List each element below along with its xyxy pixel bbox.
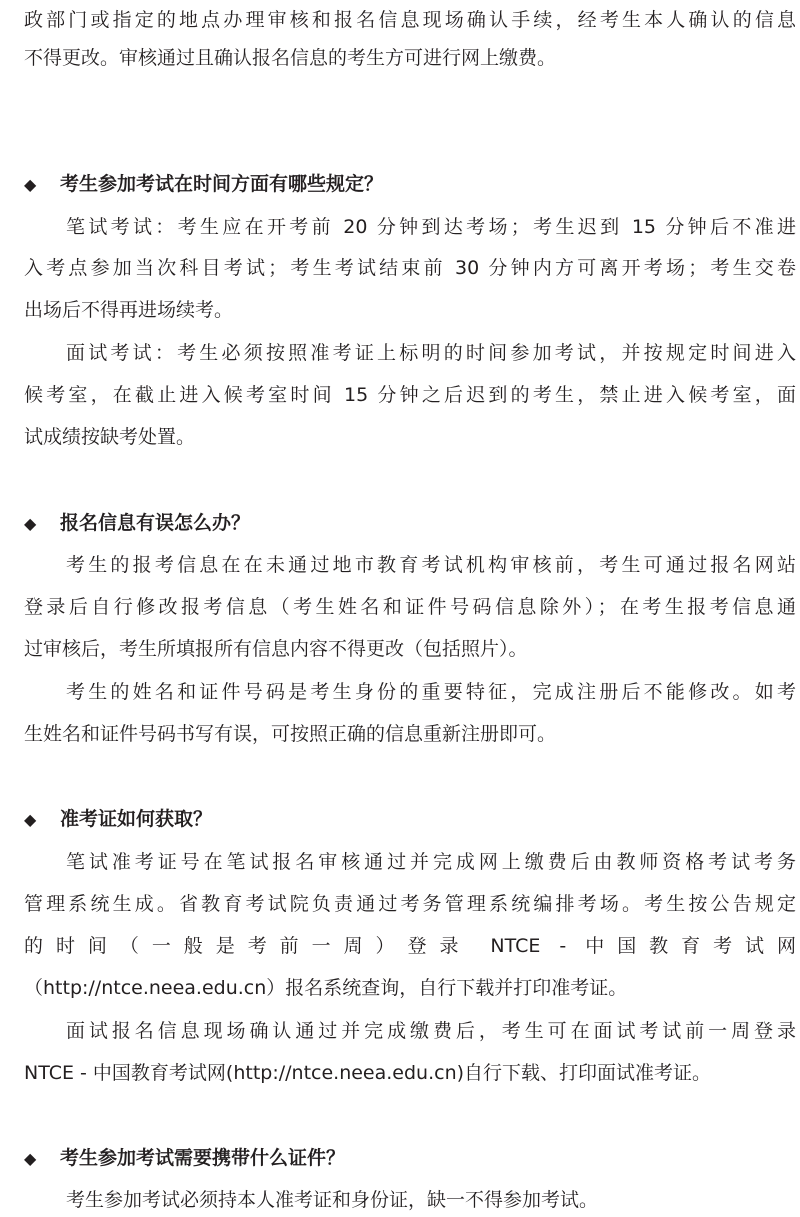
section-heading	[24, 1146, 345, 1170]
diamond-bullet-icon: ◆	[24, 1149, 37, 1168]
body-line: 出场后不得再进场续考。	[24, 299, 234, 321]
body-line: 面试报名信息现场确认通过并完成缴费后，考生可在面试考试前一周登录	[66, 1020, 796, 1042]
body-line: 面试考试：考生必须按照准考证上标明的时间参加考试，并按规定时间进入	[66, 342, 796, 364]
body-line: 考生的报考信息在在未通过地市教育考试机构审核前，考生可通过报名网站	[66, 554, 796, 576]
diamond-bullet-icon: ◆	[24, 810, 37, 829]
section-heading	[24, 172, 383, 196]
diamond-bullet-icon: ◆	[24, 514, 37, 533]
body-line: 不得更改。审核通过且确认报名信息的考生方可进行网上缴费。	[24, 47, 557, 69]
diamond-bullet-icon: ◆	[24, 175, 37, 194]
body-line: 入考点参加当次科目考试；考生考试结束前 30 分钟内方可离开考场；考生交卷	[24, 257, 796, 279]
section-heading-text: 准考证如何获取？	[60, 808, 213, 830]
body-line: 过审核后，考生所填报所有信息内容不得更改（包括照片）。	[24, 638, 528, 660]
body-line: 候考室，在截止进入候考室时间 15 分钟之后迟到的考生，禁止进入候考室，面	[24, 384, 796, 406]
body-line: NTCE - 中国教育考试网(http://ntce.neea.edu.cn)自行下载、打印面试准考证。	[24, 1062, 712, 1084]
section-heading-text: 考生参加考试需要携带什么证件？	[60, 1147, 346, 1169]
section-heading	[24, 807, 212, 831]
body-line: 笔试准考证号在笔试报名审核通过并完成网上缴费后由教师资格考试考务	[66, 851, 796, 873]
section-heading	[24, 511, 250, 535]
body-line: （http://ntce.neea.edu.cn）报名系统查询，自行下载并打印准考证。	[24, 977, 628, 999]
body-line: 管理系统生成。省教育考试院负责通过考务管理系统编排考场。考生按公告规定	[24, 893, 796, 915]
body-line: 试成绩按缺考处置。	[24, 426, 196, 448]
body-line: 考生参加考试必须持本人准考证和身份证，缺一不得参加考试。	[66, 1189, 599, 1211]
body-line: 笔试考试：考生应在开考前 20 分钟到达考场；考生迟到 15 分钟后不准进	[66, 216, 796, 238]
section-heading-text: 考生参加考试在时间方面有哪些规定？	[60, 173, 384, 195]
section-heading-text: 报名信息有误怎么办？	[60, 512, 251, 534]
body-line: 的时间（一般是考前一周）登录 NTCE - 中国教育考试网	[24, 935, 796, 957]
body-line: 政部门或指定的地点办理审核和报名信息现场确认手续，经考生本人确认的信息	[24, 9, 796, 31]
body-line: 生姓名和证件号码书写有误，可按照正确的信息重新注册即可。	[24, 723, 557, 745]
body-line: 登录后自行修改报考信息（考生姓名和证件号码信息除外）；在考生报考信息通	[24, 596, 796, 618]
body-line: 考生的姓名和证件号码是考生身份的重要特征，完成注册后不能修改。如考	[66, 681, 796, 703]
